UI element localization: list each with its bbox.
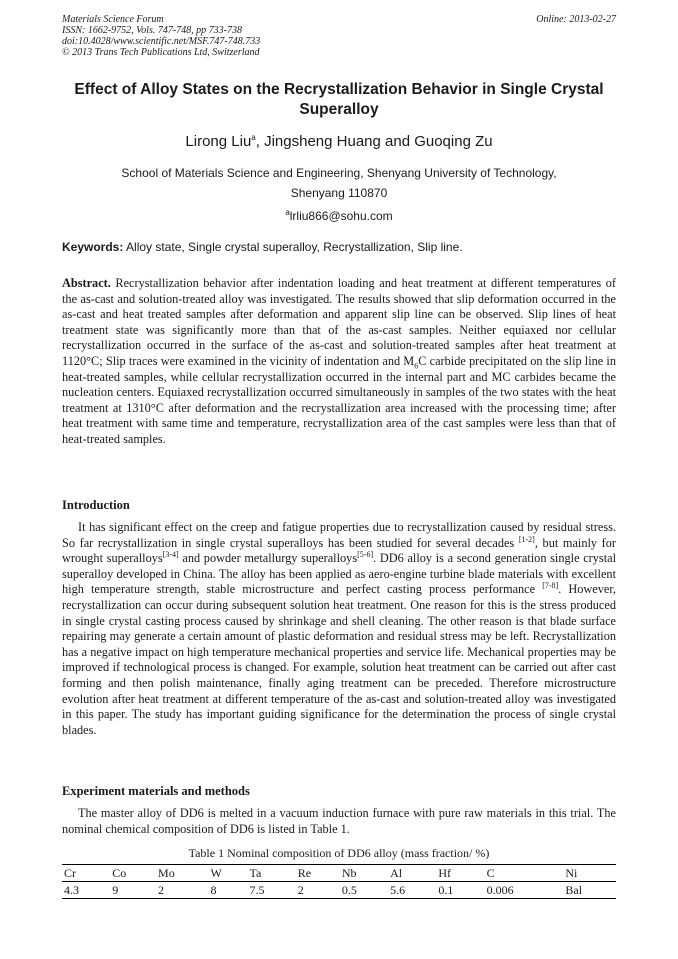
- citation-2: [3-4]: [162, 550, 179, 560]
- value-cell: 0.006: [485, 882, 564, 899]
- value-cell: Bal: [563, 882, 616, 899]
- header-cell: C: [485, 865, 564, 882]
- header-cell: Co: [110, 865, 156, 882]
- value-cell: 4.3: [62, 882, 110, 899]
- abstract: [62, 276, 616, 448]
- abstract-subscript: 6: [414, 361, 419, 371]
- introduction-paragraph: [62, 520, 616, 738]
- value-cell: 7.5: [247, 882, 295, 899]
- abstract-label: Abstract.: [62, 276, 111, 290]
- intro-text-3: and powder metallurgy superalloys: [178, 551, 358, 566]
- header-cell: Ta: [247, 865, 295, 882]
- header-cell: Hf: [436, 865, 484, 882]
- header-cell: Al: [388, 865, 436, 882]
- intro-text-5: . However, recrystallization can occur during subsequent solution heat treatment. One reason for this is the stress produced in single crystal casting process caused by shrinkage and shell cleaning. The other reason is that blade surface repairing may generate a certain amount of plastic deformation and residual stress may be left. Recrystallization has a negative impact on high temperature mechanical properties and service life. Mechanical properties may be improved if technological process is changed. For example, solution heat treatment can be carried out after cast forming and then polish maintenance, finally aging treatment can be preceded. Therefore microstructure evolution after heat treatment at different temperature of the as-cast and solution-treated alloy was investigated in this paper. The study has important guiding significance for the determination the process of single crystal blades.: [62, 582, 616, 737]
- experiment-heading: Experiment materials and methods: [62, 784, 250, 798]
- header-cell: W: [209, 865, 248, 882]
- author-1: Lirong Liu: [185, 133, 252, 150]
- author-list: [62, 128, 616, 152]
- experiment-paragraph: The master alloy of DD6 is melted in a vacuum induction furnace with pure raw materials in this trial. The nominal chemical composition of DD6 is listed in Table 1.: [62, 806, 616, 836]
- keywords-text: Alloy state, Single crystal superalloy, Recrystallization, Slip line.: [123, 240, 463, 254]
- header-cell: Cr: [62, 865, 110, 882]
- value-cell: 0.5: [340, 882, 388, 899]
- citation-3: [5-6]: [357, 550, 374, 560]
- value-cell: 5.6: [388, 882, 436, 899]
- intro-text-4: . DD6 alloy is a second generation single crystal superalloy developed in China. The alloy has been applied as aero-engine turbine blade materials with excellent high temperature strength, stable microstructure and perfect casting process performance: [62, 551, 616, 597]
- citation-4: [7-8]: [542, 581, 559, 591]
- email-mark: a: [285, 208, 290, 217]
- keywords: [62, 240, 616, 255]
- journal-name: Materials Science Forum: [62, 14, 164, 25]
- table-header-row: [62, 865, 616, 882]
- header-cell: Nb: [340, 865, 388, 882]
- intro-text-2: , but mainly for wrought superalloys: [62, 535, 616, 566]
- copyright-line: © 2013 Trans Tech Publications Ltd, Switzerland: [62, 47, 260, 58]
- affiliation-line-2: Shenyang 110870: [290, 186, 388, 200]
- table-caption: Table 1 Nominal composition of DD6 alloy (mass fraction/ %): [188, 846, 490, 860]
- citation-1: [1-2]: [518, 534, 535, 544]
- intro-text-1: It has significant effect on the creep and fatigue properties due to recrystallization caused by residual stress. So far recrystallization in single crystal superalloys has been studied for several decades: [62, 520, 616, 550]
- doi-line: doi:10.4028/www.scientific.net/MSF.747-748.733: [62, 36, 261, 47]
- online-date: Online: 2013-02-27: [536, 14, 616, 25]
- header-cell: Ni: [563, 865, 616, 882]
- value-cell: 9: [110, 882, 156, 899]
- affiliation-line-1: School of Materials Science and Engineering, Shenyang University of Technology,: [121, 166, 557, 180]
- composition-table: [62, 864, 616, 899]
- paper-title: Effect of Alloy States on the Recrystallization Behavior in Single Crystal Superalloy: [74, 81, 604, 118]
- header-cell: Re: [296, 865, 340, 882]
- keywords-label: Keywords:: [62, 240, 124, 254]
- issn-line: ISSN: 1662-9752, Vols. 747-748, pp 733-738: [62, 25, 242, 36]
- affiliation: [62, 163, 616, 226]
- email-address: lrliu866@sohu.com: [289, 209, 393, 223]
- author-1-affiliation-mark: a: [251, 133, 256, 142]
- value-cell: 8: [209, 882, 248, 899]
- author-email: [62, 203, 616, 226]
- value-cell: 2: [296, 882, 340, 899]
- header-cell: Mo: [156, 865, 209, 882]
- table-row: [62, 882, 616, 899]
- other-authors: , Jingsheng Huang and Guoqing Zu: [255, 133, 493, 150]
- introduction-heading: Introduction: [62, 498, 130, 512]
- abstract-text-1: Recrystallization behavior after indentation loading and heat treatment at different temperatures of the as-cast and solution-treated alloy was investigated. The results showed that slip deformation occurred in the as-cast and heat treated samples after deformation and apparent slip line can be observed. Slip lines of heat treatment state was significantly more than that of the as-cast samples. Neither equiaxed nor cellular recrystallization occurred in the surface of the as-cast and solution-treated samples after heat treatment at 1120°C; Slip traces were examined in the vicinity of indentation and M: [62, 276, 616, 368]
- value-cell: 2: [156, 882, 209, 899]
- abstract-text-2: C carbide precipitated on the slip line in heat-treated samples, while cellular recrystallization occurred in the internal part and MC carbides became the nucleation centers. Equiaxed recrystallization occurred simultaneously in samples of the two states with the heat treatment at 1310°C after deformation and the recrystallization area increased with the processing time; after heat treatment with same time and temperature, recrystallization area of the cast samples were less than that of heat-treated samples.: [62, 353, 616, 446]
- value-cell: 0.1: [436, 882, 484, 899]
- journal-header: [62, 14, 260, 58]
